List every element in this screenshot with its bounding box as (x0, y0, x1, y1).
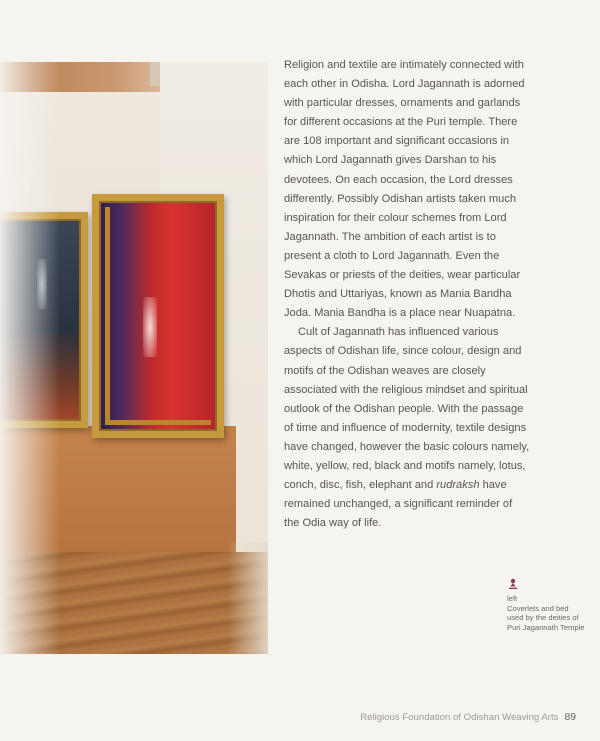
page-footer (360, 712, 576, 723)
page-number: 89 (564, 712, 576, 723)
rudraksh-term: rudraksh (436, 479, 480, 492)
paragraph-2 (284, 323, 530, 533)
photo-left-fade (0, 62, 60, 654)
photo-floor-shade (228, 542, 268, 654)
paragraph-2-end: have remained unchanged, a significant reminder of the Odia way of life. (284, 479, 513, 530)
caption-text: Coverlets and bed used by the deities of Puri Jagannath Temple (507, 603, 585, 632)
temple-textile-photo (0, 62, 268, 654)
lotus-ornament-icon (507, 578, 519, 590)
glass-glare (143, 297, 157, 357)
paragraph-2-start: Cult of Jagannath has influenced various aspects of Odishan life, since colour, design and motifs of the Odishan weaves are closely associated with the religious mindset and spiritual outlook of the Odishan people. With the passage of time and influence of modernity, textile designs have changed, however the basic colours namely, white, yellow, red, black and motifs namely, lotus, conch, disc, fish, elephant and (284, 326, 530, 492)
photo-caption (507, 578, 587, 632)
body-text (284, 56, 530, 533)
running-title: Religious Foundation of Odishan Weaving Arts (360, 712, 559, 723)
caption-position: left (507, 594, 518, 603)
paragraph-1: Religion and textile are intimately connected with each other in Odisha. Lord Jagannath is adorned with particular dresses, ornaments and garlands for different occasions at the Puri temple. There are 108 important and significant occasions in which Lord Jagannath gives Darshan to his devotees. On each occasion, the Lord dresses differently. Possibly Odishan artists taken much inspiration for their colour schemes from Lord Jagannath. The ambition of each artist is to present a cloth to Lord Jagannath. Even the Sevakas or priests of the deities, wear particular Dhotis and Uttariyas, known as Mania Bandha Joda. Mania Bandha is a place near Nuapatna. (284, 59, 525, 320)
framed-textile-main (92, 194, 224, 438)
textile-zari-border (105, 207, 211, 425)
